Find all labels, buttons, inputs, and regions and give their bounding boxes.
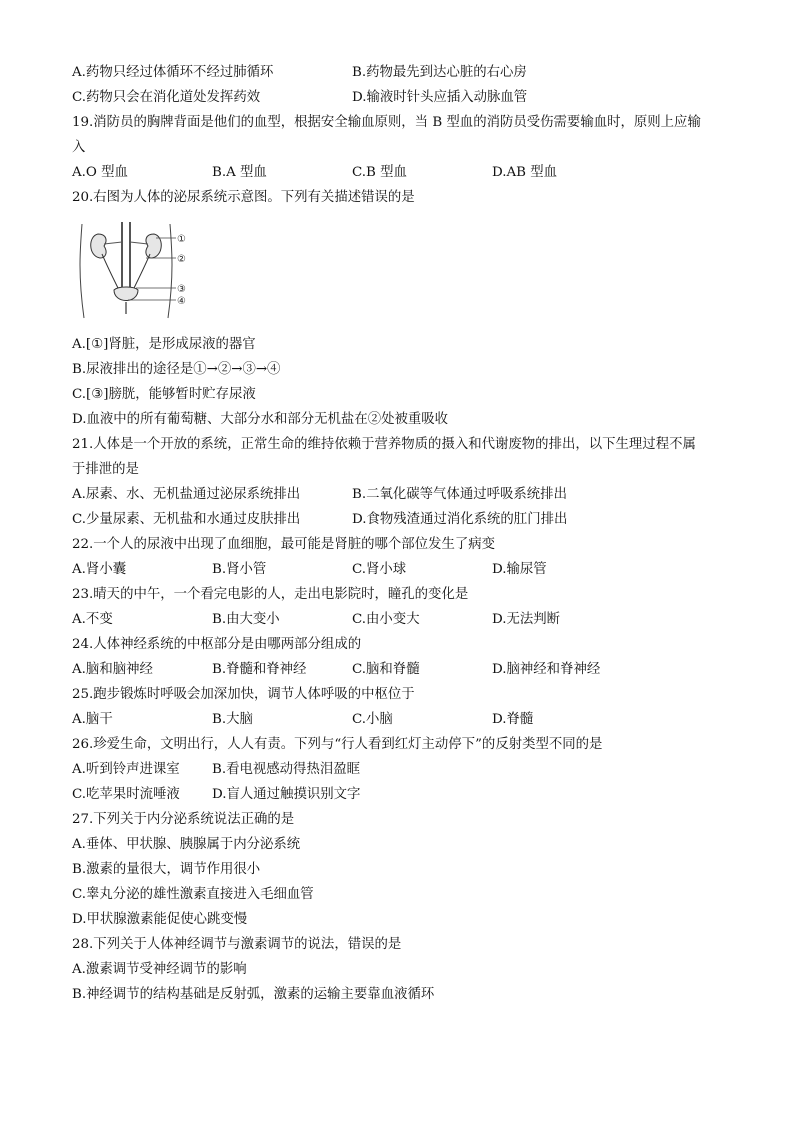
q24-option-b: B.脊髓和脊神经 — [212, 662, 307, 677]
q24-option-a: A.脑和脑神经 — [72, 662, 153, 677]
q24-options — [72, 657, 732, 682]
q20-option-c: C.[③]膀胱，能够暂时贮存尿液 — [72, 387, 256, 402]
q26-option-d: D.盲人通过触摸识别文字 — [212, 787, 361, 802]
q27-option-d: D.甲状腺激素能促使心跳变慢 — [72, 912, 248, 927]
q21-option-c: C.少量尿素、无机盐和水通过皮肤排出 — [72, 512, 301, 527]
q23-option-c: C.由小变大 — [352, 612, 420, 627]
q27-option-c: C.睾丸分泌的雄性激素直接进入毛细血管 — [72, 887, 314, 902]
q21-option-a: A.尿素、水、无机盐通过泌尿系统排出 — [72, 487, 301, 502]
q22-option-a: A.肾小囊 — [72, 562, 127, 577]
q28-option-b: B.神经调节的结构基础是反射弧，激素的运输主要靠血液循环 — [72, 987, 435, 1002]
q25-option-a: A.脑干 — [72, 712, 113, 727]
q20-option-d: D.血液中的所有葡萄糖、大部分水和部分无机盐在②处被重吸收 — [72, 412, 449, 427]
figure-label-3: ③ — [177, 284, 186, 295]
q18-option-a: A.药物只经过体循环不经过肺循环 — [72, 65, 274, 80]
q19-stem-line-1: 19.消防员的胸牌背面是他们的血型，根据安全输血原则，当 B 型血的消防员受伤需要输血时，原则上应输 — [72, 115, 701, 130]
q22-stem: 22.一个人的尿液中出现了血细胞，最可能是肾脏的哪个部位发生了病变 — [72, 537, 496, 552]
q25-options — [72, 707, 732, 732]
q24-stem: 24.人体神经系统的中枢部分是由哪两部分组成的 — [72, 637, 362, 652]
q23-option-b: B.由大变小 — [212, 612, 280, 627]
figure-label-2: ② — [177, 254, 186, 265]
q19-option-b: B.A 型血 — [212, 165, 267, 180]
q22-option-c: C.肾小球 — [352, 562, 407, 577]
q25-option-d: D.脊髓 — [492, 712, 534, 727]
q18-option-b: B.药物最先到达心脏的右心房 — [352, 65, 527, 80]
q18-option-d: D.输液时针头应插入动脉血管 — [352, 90, 528, 105]
q18-options-row-2 — [72, 85, 732, 110]
q25-option-c: C.小脑 — [352, 712, 393, 727]
q24-option-c: C.脑和脊髓 — [352, 662, 420, 677]
q21-option-d: D.食物残渣通过消化系统的肛门排出 — [352, 512, 568, 527]
q23-option-a: A.不变 — [72, 612, 113, 627]
q27-stem: 27.下列关于内分泌系统说法正确的是 — [72, 812, 295, 827]
q19-options — [72, 160, 732, 185]
q20-option-b: B.尿液排出的途径是①→②→③→④ — [72, 362, 281, 377]
q21-option-b: B.二氧化碳等气体通过呼吸系统排出 — [352, 487, 567, 502]
q19-stem-line-2: 入 — [72, 140, 86, 155]
q22-option-d: D.输尿管 — [492, 562, 547, 577]
q21-options-row-1 — [72, 482, 732, 507]
q20-stem: 20.右图为人体的泌尿系统示意图。下列有关描述错误的是 — [72, 190, 415, 205]
urinary-system-figure — [74, 220, 192, 320]
q23-options — [72, 607, 732, 632]
q21-stem-line-2: 于排泄的是 — [72, 462, 139, 477]
q28-stem: 28.下列关于人体神经调节与激素调节的说法，错误的是 — [72, 937, 402, 952]
q21-stem-line-1: 21.人体是一个开放的系统，正常生命的维持依赖于营养物质的摄入和代谢废物的排出，以下生理过程不属 — [72, 437, 696, 452]
q22-option-b: B.肾小管 — [212, 562, 267, 577]
q26-options-row-1 — [72, 757, 732, 782]
q24-option-d: D.脑神经和脊神经 — [492, 662, 601, 677]
q21-options-row-2 — [72, 507, 732, 532]
figure-label-4: ④ — [177, 296, 186, 307]
q26-option-b: B.看电视感动得热泪盈眶 — [212, 762, 361, 777]
urinary-system-diagram — [74, 220, 192, 320]
q25-stem: 25.跑步锻炼时呼吸会加深加快，调节人体呼吸的中枢位于 — [72, 687, 415, 702]
q27-option-b: B.激素的量很大，调节作用很小 — [72, 862, 261, 877]
exam-page — [72, 60, 732, 1007]
q19-option-a: A.O 型血 — [72, 165, 128, 180]
q18-option-c: C.药物只会在消化道处发挥药效 — [72, 90, 261, 105]
q19-option-c: C.B 型血 — [352, 165, 407, 180]
q27-option-a: A.垂体、甲状腺、胰腺属于内分泌系统 — [72, 837, 301, 852]
figure-label-1: ① — [177, 234, 186, 245]
q20-option-a: A.[①]肾脏，是形成尿液的器官 — [72, 337, 256, 352]
q26-stem: 26.珍爱生命，文明出行，人人有责。下列与“行人看到红灯主动停下”的反射类型不同的是 — [72, 737, 603, 752]
q28-option-a: A.激素调节受神经调节的影响 — [72, 962, 247, 977]
q25-option-b: B.大脑 — [212, 712, 253, 727]
q18-options-row-1 — [72, 60, 732, 85]
q26-options-row-2 — [72, 782, 732, 807]
q26-option-c: C.吃苹果时流唾液 — [72, 787, 180, 802]
q22-options — [72, 557, 732, 582]
q23-stem: 23.晴天的中午，一个看完电影的人，走出电影院时，瞳孔的变化是 — [72, 587, 469, 602]
q19-option-d: D.AB 型血 — [492, 165, 558, 180]
q23-option-d: D.无法判断 — [492, 612, 561, 627]
q26-option-a: A.听到铃声进课室 — [72, 762, 180, 777]
